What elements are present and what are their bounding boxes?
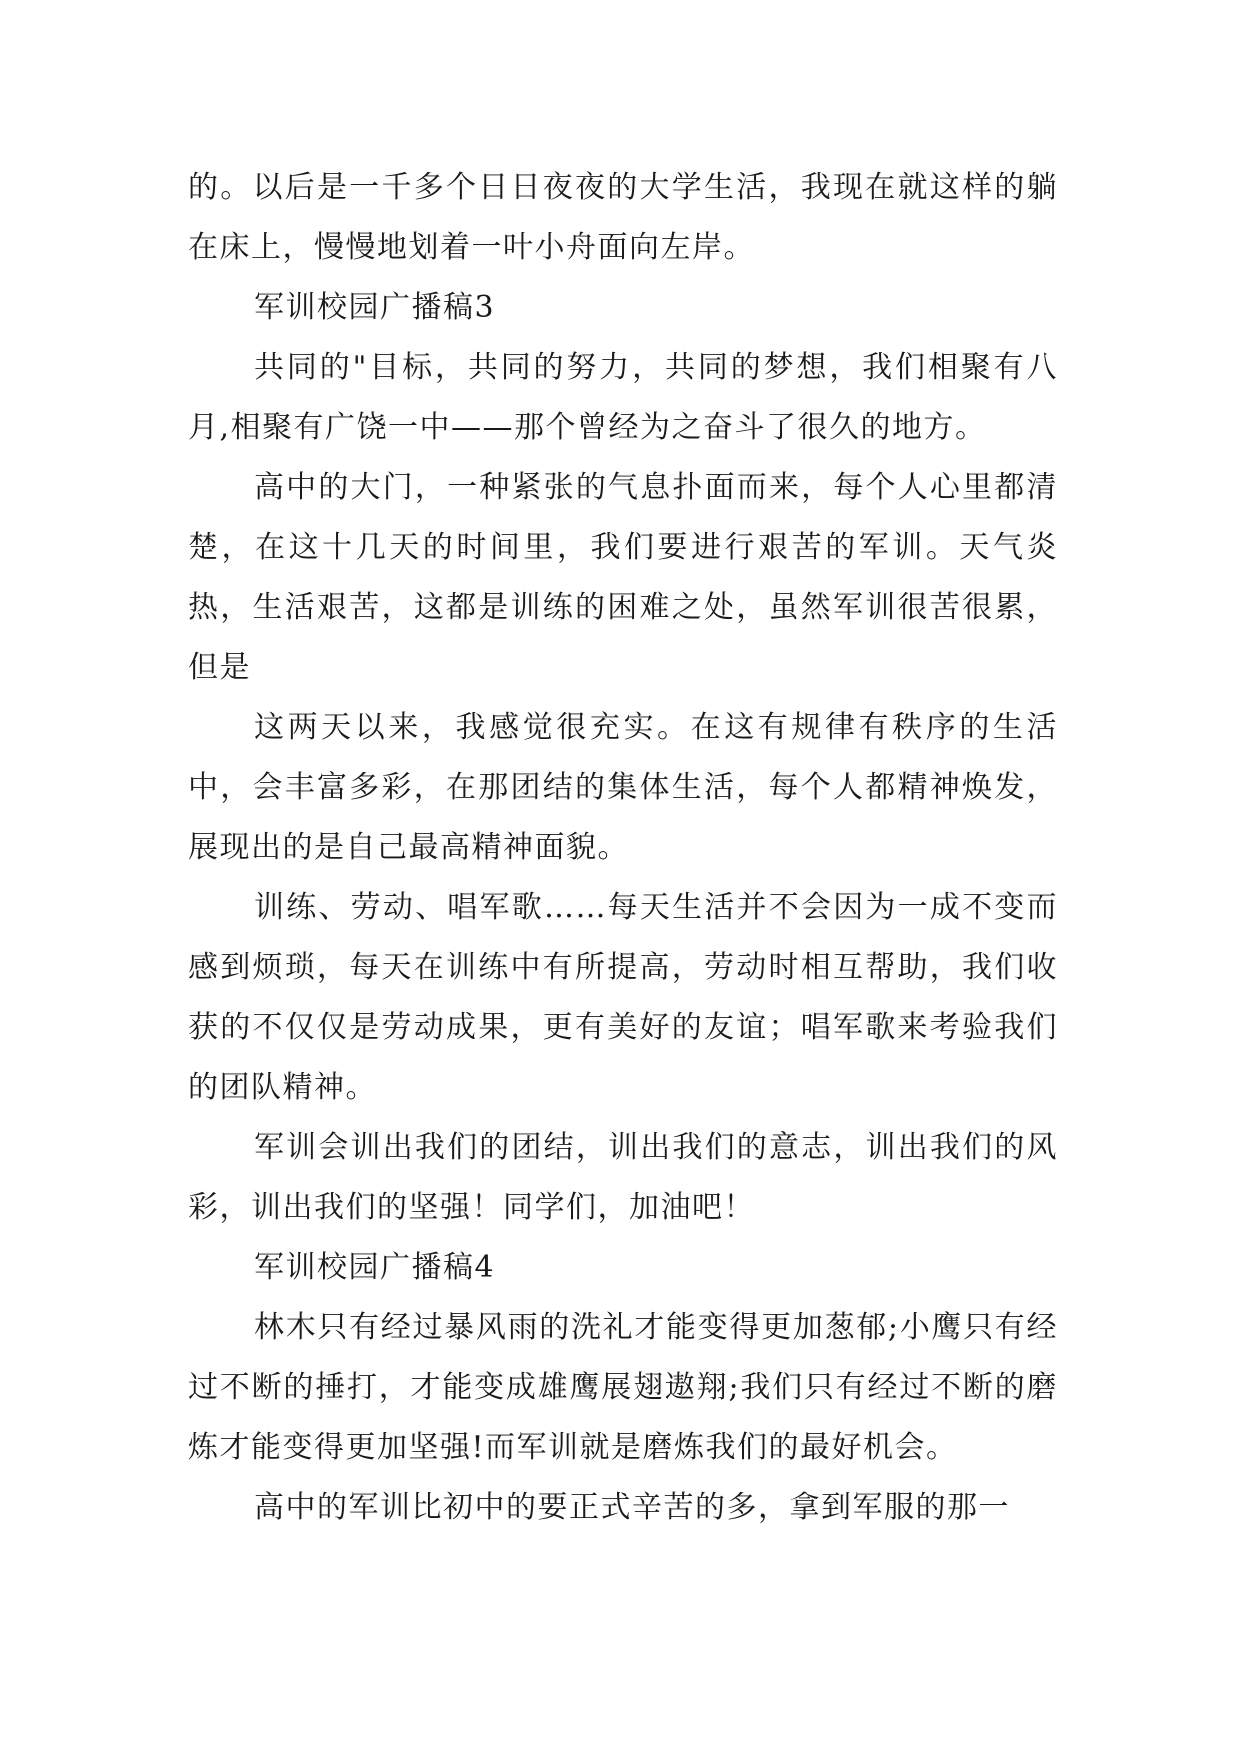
body-paragraph: 共同的"目标，共同的努力，共同的梦想，我们相聚有八月,相聚有广饶一中——那个曾经为之奋斗了很久的地方。 [188, 350, 1058, 445]
body-paragraph: 这两天以来，我感觉很充实。在这有规律有秩序的生活中，会丰富多彩，在那团结的集体生活，每个人都精神焕发，展现出的是自己最高精神面貌。 [188, 710, 1058, 865]
body-paragraph: 高中的军训比初中的要正式辛苦的多，拿到军服的那一 [254, 1490, 1010, 1525]
body-paragraph: 军训会训出我们的团结，训出我们的意志，训出我们的风彩，训出我们的坚强！同学们，加油吧！ [188, 1130, 1058, 1225]
section-heading: 军训校园广播稿3 [254, 290, 496, 325]
body-paragraph: 的。以后是一千多个日日夜夜的大学生活，我现在就这样的躺在床上，慢慢地划着一叶小舟面向左岸。 [188, 170, 1058, 265]
body-paragraph: 训练、劳动、唱军歌……每天生活并不会因为一成不变而感到烦琐，每天在训练中有所提高，劳动时相互帮助，我们收获的不仅仅是劳动成果，更有美好的友谊；唱军歌来考验我们的团队精神。 [188, 890, 1058, 1105]
body-paragraph: 林木只有经过暴风雨的洗礼才能变得更加葱郁;小鹰只有经过不断的捶打，才能变成雄鹰展翅遨翔;我们只有经过不断的磨炼才能变得更加坚强!而军训就是磨炼我们的最好机会。 [188, 1310, 1058, 1465]
document-body [188, 158, 1058, 1538]
body-paragraph: 高中的大门，一种紧张的气息扑面而来，每个人心里都清楚，在这十几天的时间里，我们要进行艰苦的军训。天气炎热，生活艰苦，这都是训练的困难之处，虽然军训很苦很累，但是 [188, 470, 1058, 685]
section-heading: 军训校园广播稿4 [254, 1250, 496, 1285]
